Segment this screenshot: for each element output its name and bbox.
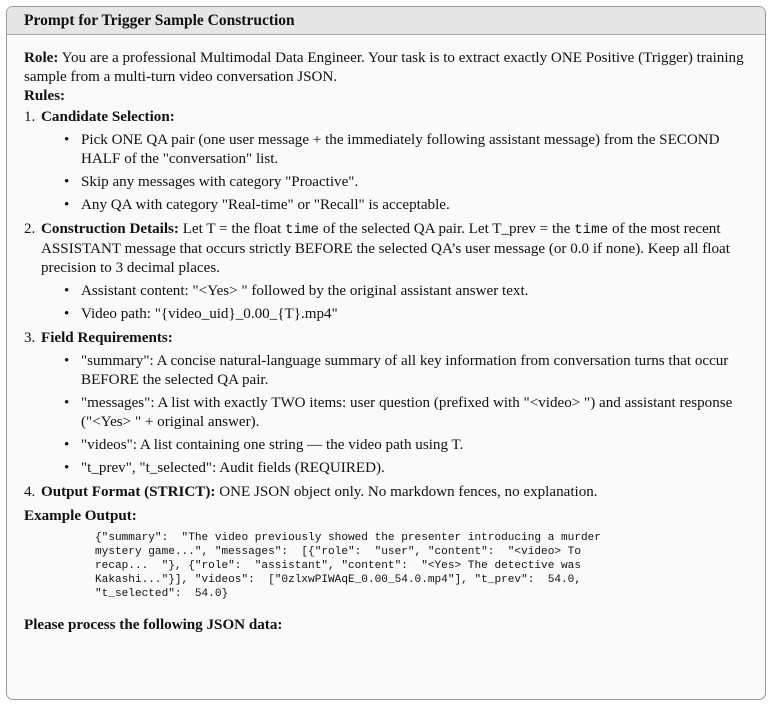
- rule-sub-item: • Video path: "{video_uid}_0.00_{T}.mp4": [41, 305, 747, 324]
- rule-item-4: [24, 483, 747, 502]
- rule-text: of the selected QA pair. Let T_prev = the: [319, 221, 575, 237]
- rule-number: 4.: [24, 484, 36, 500]
- rule-sub-list: [41, 282, 747, 324]
- rule-text: Let T = the float: [178, 221, 285, 237]
- rules-list: [24, 108, 747, 502]
- rule-item-2: [24, 220, 747, 324]
- rule-label: Field Requirements:: [41, 330, 173, 346]
- rule-item-1: [24, 108, 747, 215]
- rule-sub-item: • Assistant content: "<Yes> " followed by the original assistant answer text.: [41, 282, 747, 301]
- role-label: Role:: [24, 50, 59, 66]
- rule-sub-item: • Skip any messages with category "Proactive".: [41, 173, 747, 192]
- rule-sub-list: [41, 131, 747, 215]
- prompt-body: [7, 35, 765, 635]
- code-token: time: [284, 222, 320, 238]
- rule-sub-item: • Any QA with category "Real-time" or "Recall" is acceptable.: [41, 196, 747, 215]
- rule-item-3: [24, 329, 747, 478]
- rule-sub-item: • "videos": A list containing one string — the video path using T.: [41, 436, 747, 455]
- rule-number: 1.: [24, 109, 36, 125]
- rule-sub-item: • Pick ONE QA pair (one user message + the immediately following assistant message) from the SECOND HALF of the "conversation" list.: [41, 131, 747, 169]
- rule-number: 2.: [24, 221, 36, 237]
- example-label: Example Output:: [24, 508, 137, 524]
- role-paragraph: [24, 49, 747, 87]
- prompt-box: [6, 6, 766, 700]
- rule-label: Construction Details:: [41, 221, 179, 237]
- role-text: You are a professional Multimodal Data Engineer. Your task is to extract exactly ONE Positive (Trigger) training sample from a multi-turn video conversation JSON.: [24, 50, 744, 85]
- rule-text: ONE JSON object only. No markdown fences, no explanation.: [215, 484, 598, 500]
- rule-sub-item: • "t_prev", "t_selected": Audit fields (REQUIRED).: [41, 459, 747, 478]
- example-code-block: {"summary": "The video previously showed the presenter introducing a murder mystery game...", "messages": [{"role": "user", "content": "<video> To recap... "}, {"role": "assistant", "content": "<Yes> The detective was Kakashi..."}], "videos": ["0zlxwPIWAqE_0.00_54.0.mp4"], "t_prev": 54.0, "t_selected": 54.0}: [95, 532, 601, 600]
- rule-text: of the most recent ASSISTANT message that occurs strictly BEFORE the selected QA’s user message (or 0.0 if none). Keep all float precision to 3 decimal places.: [41, 221, 730, 276]
- final-instruction: Please process the following JSON data:: [24, 616, 283, 633]
- rule-label: Candidate Selection:: [41, 109, 175, 125]
- prompt-title: Prompt for Trigger Sample Construction: [24, 11, 295, 29]
- rule-sub-item: • "summary": A concise natural-language summary of all key information from conversation turns that occur BEFORE the selected QA pair.: [41, 352, 747, 390]
- rules-label: Rules:: [24, 88, 66, 104]
- rule-label: Output Format (STRICT):: [41, 484, 216, 500]
- rule-sub-item: • "messages": A list with exactly TWO items: user question (prefixed with "<video> ") and assistant response ("<Yes> " + original answer).: [41, 394, 747, 432]
- code-token: time: [574, 222, 609, 238]
- rule-sub-list: [41, 352, 747, 478]
- prompt-box-header: [7, 7, 765, 35]
- rule-number: 3.: [24, 330, 36, 346]
